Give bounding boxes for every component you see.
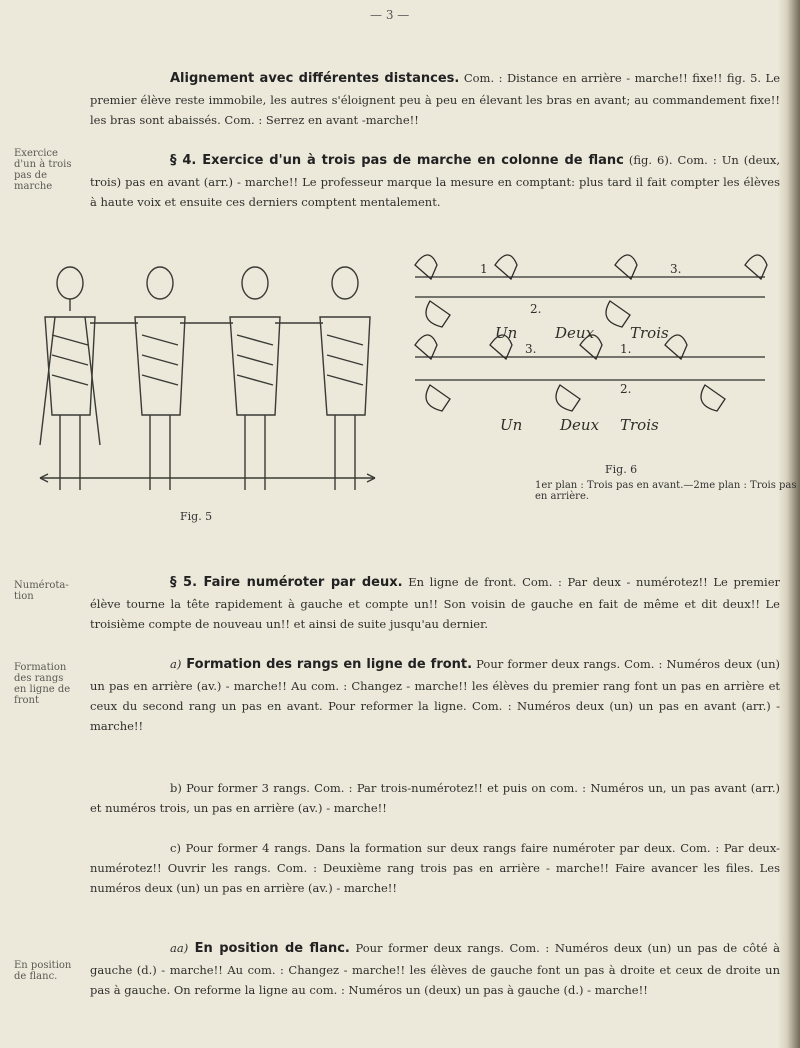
item-prefix: a) bbox=[170, 657, 182, 671]
paragraph-exercice bbox=[90, 150, 780, 212]
paragraph-quatre-rangs: c) Pour former 4 rangs. Dans la formation sur deux rangs faire numéroter par deux. Com. : Par deux-numérotez!! Ouvrir les rangs. Com. : Deuxième rang trois pas en arrière - marche!! Faire avancer les files. Les numéros deux (un) un pas en arrière (av.) - marche!! bbox=[90, 841, 780, 895]
section-heading: En position de flanc. bbox=[188, 941, 350, 956]
item-prefix: aa) bbox=[170, 941, 189, 955]
paragraph-text: (fig. 6). Com. : Un (deux, trois) pas en avant (arr.) - marche!! Le professeur marque la mesure en comptant: plus tard il fait compter les élèves à haute voix et ensuite ces derniers comptent mentalement. bbox=[90, 153, 781, 209]
paragraph-trois-rangs: b) Pour former 3 rangs. Com. : Par trois-numérotez!! et puis on com. : Numéros un, un pas avant (arr.) et numéros trois, un pas en arrière (av.) - marche!! bbox=[90, 781, 780, 815]
fig6-label: 2. bbox=[620, 382, 632, 396]
fig6-script-trois: Trois bbox=[630, 324, 669, 342]
fig6-label: 2. bbox=[530, 302, 542, 316]
figure-6 bbox=[395, 235, 785, 505]
student-figure-4 bbox=[320, 267, 370, 490]
margin-note-position: En position de flanc. bbox=[14, 960, 72, 982]
figure-5 bbox=[30, 235, 385, 525]
paragraph-text: Com. : Distance en arrière - marche!! fixe!! fig. 5. Le premier élève reste immobile, les autres s'éloignent peu à peu en élevant les bras en avant; au commandement fixe!! les bras sont abaissés. Com. : Serrez en avant -marche!! bbox=[90, 71, 780, 127]
fig6-label: 1 bbox=[480, 262, 488, 276]
figure-5-illustration bbox=[30, 235, 385, 505]
paragraph-text: Pour former deux rangs. Com. : Numéros deux (un) un pas de côté à gauche (d.) - marche!! Au com. : Changez - marche!! les élèves de gauche font un pas à droite et ceux de droite un pas à gauche. On reforme la ligne au com. : Numéros un (deux) un pas à gauche (d.) - marche!! bbox=[90, 941, 780, 997]
paragraph-alignement bbox=[90, 68, 780, 130]
fig6-script-deux: Deux bbox=[555, 324, 595, 342]
fig6-script-un: Un bbox=[500, 416, 523, 434]
student-figure-2 bbox=[135, 267, 185, 490]
section-heading: § 5. Faire numéroter par deux. bbox=[170, 575, 403, 590]
paragraph-formation bbox=[90, 654, 780, 736]
paragraph-text: En ligne de front. Com. : Par deux - numérotez!! Le premier élève tourne la tête rapidement à gauche et compte un!! Son voisin de gauche en fait de même et dit deux!! Le troisième compte de nouveau un!! et ainsi de suite jusqu'au dernier. bbox=[90, 575, 781, 631]
figure-6-plan-caption: 1er plan : Trois pas en avant.—2me plan : Trois pas en arrière. bbox=[535, 480, 797, 502]
page-edge-shadow bbox=[778, 0, 800, 1048]
fig6-script-un: Un bbox=[495, 324, 518, 342]
paragraph-numerotation bbox=[90, 572, 780, 634]
figure-6-diagram bbox=[395, 235, 785, 485]
student-figure-1 bbox=[40, 267, 100, 490]
fig6-label: 3. bbox=[525, 342, 537, 356]
student-figure-3 bbox=[230, 267, 280, 490]
paragraph-position-flanc bbox=[90, 938, 780, 1000]
margin-note-exercice: Exercice d'un à trois pas de marche bbox=[14, 148, 72, 192]
figure-5-caption: Fig. 5 bbox=[180, 510, 213, 523]
fig6-label: 3. bbox=[670, 262, 682, 276]
figure-6-caption: Fig. 6 bbox=[605, 463, 638, 476]
fig6-script-trois: Trois bbox=[620, 416, 659, 434]
section-heading: § 4. Exercice d'un à trois pas de marche en colonne de flanc bbox=[170, 153, 624, 168]
page-number: — 3 — bbox=[370, 8, 410, 22]
fig6-label: 1. bbox=[620, 342, 632, 356]
fig6-script-deux: Deux bbox=[560, 416, 600, 434]
margin-note-formation: Formation des rangs en ligne de front bbox=[14, 662, 71, 706]
section-heading: Formation des rangs en ligne de front. bbox=[181, 657, 473, 672]
paragraph-text: Pour former deux rangs. Com. : Numéros deux (un) un pas en arrière (av.) - marche!! Au com. : Changez - marche!! les élèves du premier rang font un pas en arrière et ceux du second rang un pas en avant. Pour reformer la ligne. Com. : Numéros deux (un) un pas en avant (arr.) - marche!! bbox=[90, 657, 780, 733]
margin-note-numerotation: Numérota- tion bbox=[14, 580, 69, 602]
section-heading: Alignement avec différentes distances. bbox=[170, 71, 460, 86]
